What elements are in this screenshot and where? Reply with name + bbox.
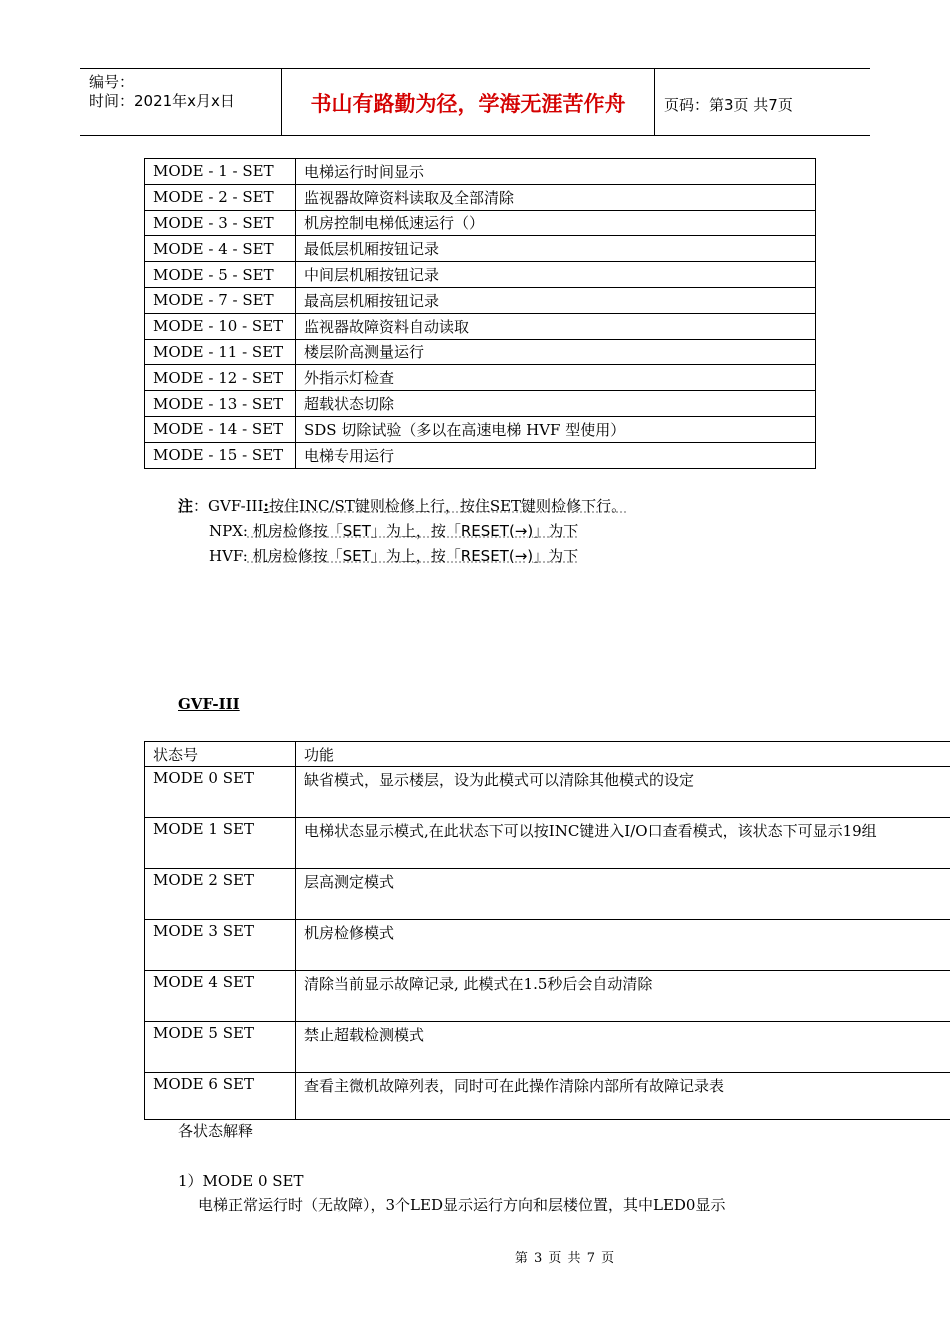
description-cell: 监视器故障资料自动读取 <box>296 313 816 339</box>
note-gvf-prefix: ：GVF-III <box>193 497 264 515</box>
mode-cell: MODE - 3 - SET <box>145 210 296 236</box>
function-cell: 层高测定模式 <box>296 869 950 920</box>
explain-item1-title: 1）MODE 0 SET <box>178 1172 304 1190</box>
note-hvf-text: 机房检修按「SET」为上，按「RESET(→)」为下 <box>247 547 579 565</box>
description-cell: 中间层机厢按钮记录 <box>296 262 816 288</box>
state-cell: MODE 3 SET <box>145 920 296 971</box>
mode-table-row <box>145 236 816 262</box>
state-cell: MODE 6 SET <box>145 1073 296 1120</box>
function-cell: 查看主微机故障列表，同时可在此操作清除内部所有故障记录表 <box>296 1073 950 1120</box>
mode-table-row <box>145 365 816 391</box>
mode-table-row <box>145 391 816 417</box>
state-cell: MODE 4 SET <box>145 971 296 1022</box>
mode-cell: MODE - 13 - SET <box>145 391 296 417</box>
state-table-row <box>145 1073 950 1120</box>
state-header-cell: 状态号 <box>145 742 296 767</box>
description-cell: 监视器故障资料读取及全部清除 <box>296 184 816 210</box>
note-gvf-colon: : <box>263 497 269 515</box>
state-table-row <box>145 971 950 1022</box>
mode-table-row <box>145 442 816 468</box>
state-table-row <box>145 869 950 920</box>
mode-cell: MODE - 4 - SET <box>145 236 296 262</box>
state-cell: MODE 2 SET <box>145 869 296 920</box>
mode-cell: MODE - 7 - SET <box>145 287 296 313</box>
note-npx-key: NPX: <box>209 522 248 540</box>
mode-cell: MODE - 10 - SET <box>145 313 296 339</box>
mode-cell: MODE - 14 - SET <box>145 416 296 442</box>
mode-table-row <box>145 313 816 339</box>
description-cell: 机房控制电梯低速运行（） <box>296 210 816 236</box>
description-cell: 最高层机厢按钮记录 <box>296 287 816 313</box>
note-npx-text: 机房检修按「SET」为上，按「RESET(→)」为下 <box>247 522 579 540</box>
state-table-row <box>145 818 950 869</box>
page-footer: 第 3 页 共 7 页 <box>514 1251 616 1266</box>
mode-table-row <box>145 416 816 442</box>
mode-table-row <box>145 339 816 365</box>
mode-cell: MODE - 12 - SET <box>145 365 296 391</box>
state-cell: MODE 0 SET <box>145 767 296 818</box>
explain-item1-text: 电梯正常运行时（无故障），3个LED显示运行方向和层楼位置，其中LED0显示 <box>198 1196 726 1214</box>
state-table-header-row <box>145 742 950 767</box>
state-table-row <box>145 1022 950 1073</box>
header-top-rule <box>80 68 870 69</box>
state-table-row <box>145 920 950 971</box>
mode-table-row <box>145 159 816 185</box>
description-cell: 电梯运行时间显示 <box>296 159 816 185</box>
function-header-cell: 功能 <box>296 742 950 767</box>
header-bottom-rule <box>80 135 870 136</box>
header-number-label: 编号： <box>89 73 135 91</box>
mode-table-row <box>145 210 816 236</box>
description-cell: 电梯专用运行 <box>296 442 816 468</box>
state-table-row <box>145 767 950 818</box>
note-hvf-key: HVF: <box>209 547 248 565</box>
header-time-label: 时间：2021年x月x日 <box>89 92 235 110</box>
description-cell: 超载状态切除 <box>296 391 816 417</box>
description-cell: 楼层阶高测量运行 <box>296 339 816 365</box>
function-cell: 禁止超载检测模式 <box>296 1022 950 1073</box>
mode-cell: MODE - 1 - SET <box>145 159 296 185</box>
function-cell: 机房检修模式 <box>296 920 950 971</box>
note-line-3 <box>209 545 578 566</box>
function-cell: 清除当前显示故障记录, 此模式在1.5秒后会自动清除 <box>296 971 950 1022</box>
function-cell: 缺省模式，显示楼层，设为此模式可以清除其他模式的设定 <box>296 767 950 818</box>
gvf-heading: GVF-III <box>178 695 240 713</box>
note-line-2 <box>209 520 578 541</box>
header-page-label: 页码：第3页 共7页 <box>664 96 793 114</box>
function-cell: 电梯状态显示模式,在此状态下可以按INC键进入I/O口查看模式，该状态下可显示19组 <box>296 818 950 869</box>
mode-table-row <box>145 184 816 210</box>
mode-cell: MODE - 11 - SET <box>145 339 296 365</box>
note-gvf-text: 按住INC/ST键则检修上行，按住SET键则检修下行。 <box>268 497 627 515</box>
state-cell: MODE 1 SET <box>145 818 296 869</box>
description-cell: 最低层机厢按钮记录 <box>296 236 816 262</box>
state-cell: MODE 5 SET <box>145 1022 296 1073</box>
mode-table-row <box>145 262 816 288</box>
state-table <box>144 741 950 1120</box>
mode-cell: MODE - 2 - SET <box>145 184 296 210</box>
mode-cell: MODE - 15 - SET <box>145 442 296 468</box>
description-cell: SDS 切除试验（多以在高速电梯 HVF 型使用） <box>296 416 816 442</box>
explain-title: 各状态解释 <box>178 1122 254 1140</box>
mode-table-row <box>145 287 816 313</box>
mode-cell: MODE - 5 - SET <box>145 262 296 288</box>
description-cell: 外指示灯检查 <box>296 365 816 391</box>
header-divider-right <box>654 68 655 136</box>
mode-table <box>144 158 816 469</box>
note-line-1 <box>178 495 626 516</box>
note-label: 注 <box>178 497 194 515</box>
header-motto: 书山有路勤为径，学海无涯苦作舟 <box>310 92 626 116</box>
